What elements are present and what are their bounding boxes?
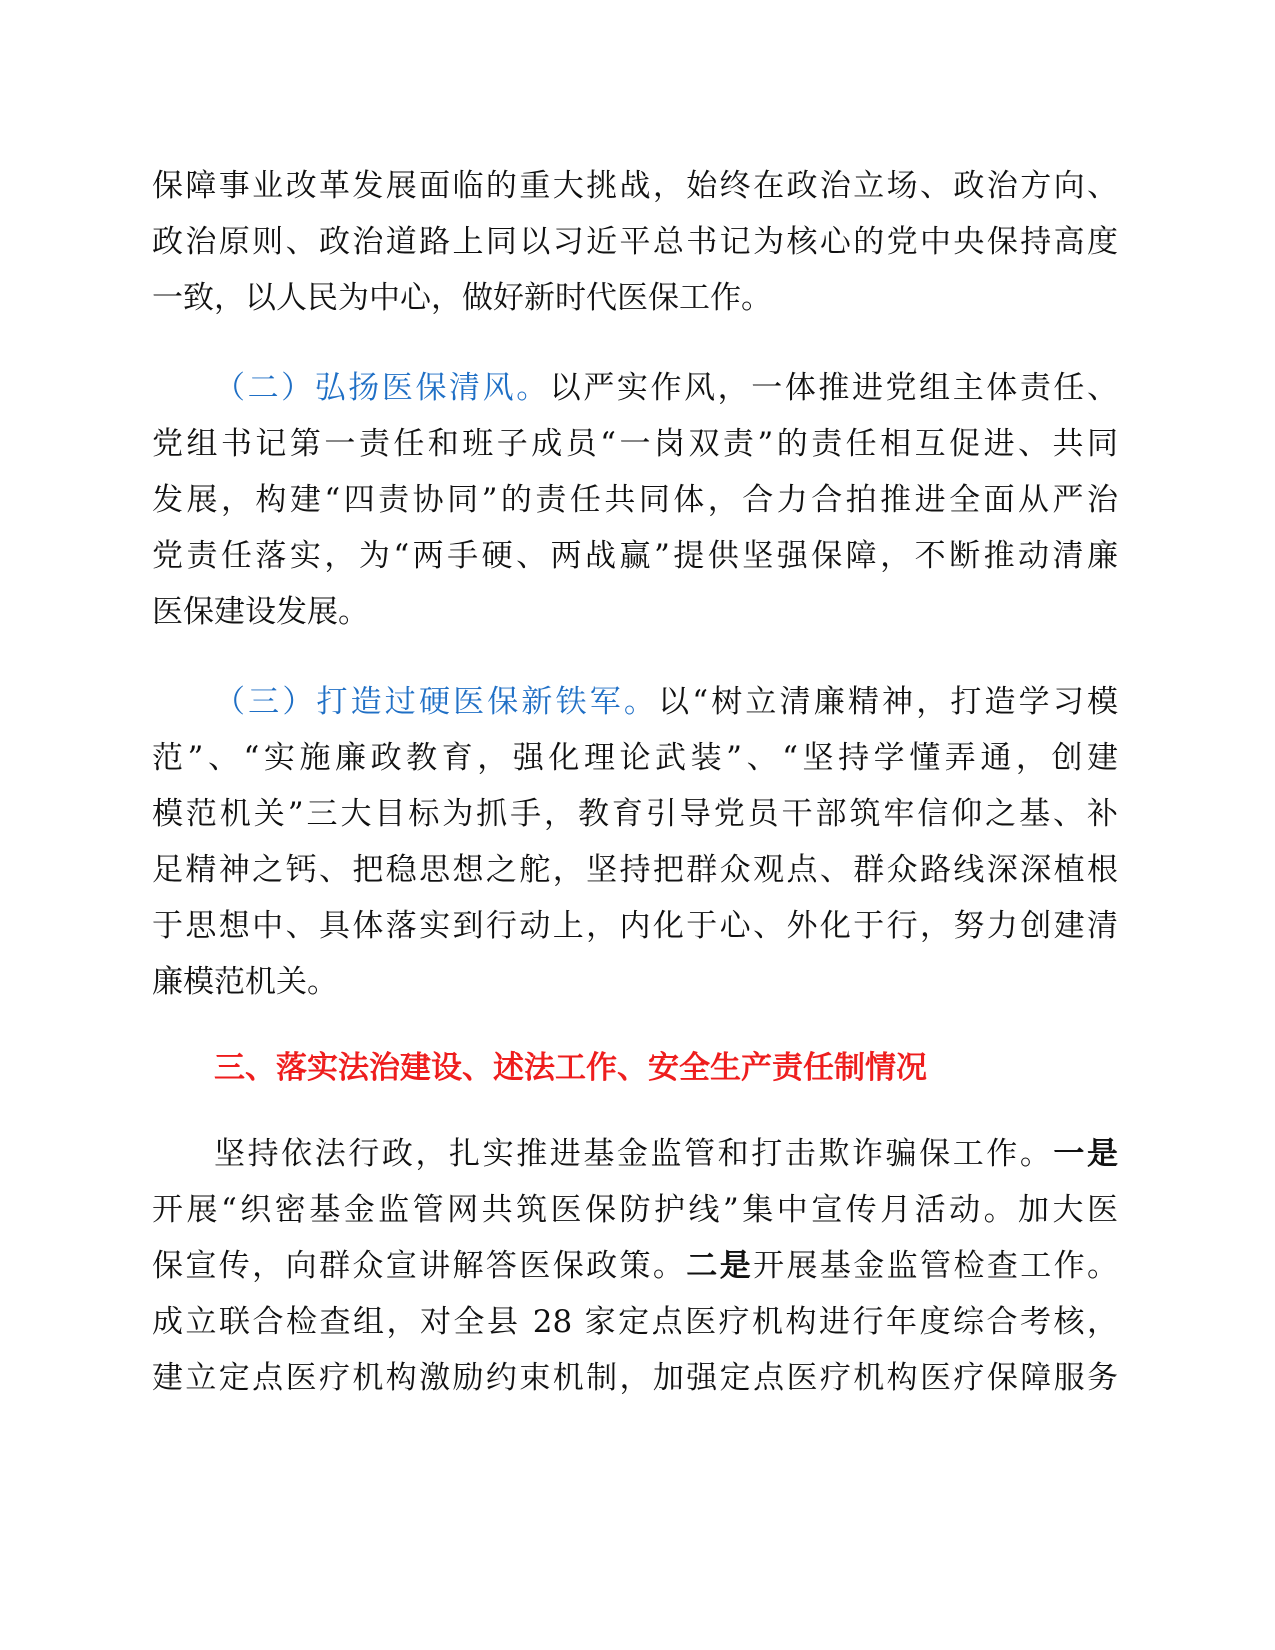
paragraph-line: 党责任落实，为“两手硬、两战赢”提供坚强保障，不断推动清廉 xyxy=(152,538,1118,574)
paragraph-line xyxy=(152,360,1118,416)
paragraph-line: 保障事业改革发展面临的重大挑战，始终在政治立场、政治方向、 xyxy=(152,168,1118,204)
paragraph-line xyxy=(152,674,1118,730)
paragraph-line: 足精神之钙、把稳思想之舵，坚持把群众观点、群众路线深深植根 xyxy=(152,852,1118,888)
paragraph-4 xyxy=(152,1126,1118,1406)
emphasis-first: 一是 xyxy=(1053,1136,1118,1172)
paragraph-line: 廉模范机关。 xyxy=(152,964,338,1000)
paragraph-line: 成立联合检查组，对全县 28 家定点医疗机构进行年度综合考核， xyxy=(152,1304,1118,1340)
paragraph-line: 医保建设发展。 xyxy=(152,594,369,630)
paragraph-line: 建立定点医疗机构激励约束机制，加强定点医疗机构医疗保障服务 xyxy=(152,1360,1118,1396)
paragraph-line: 开展“织密基金监管网共筑医保防护线”集中宣传月活动。加大医 xyxy=(152,1192,1118,1228)
paragraph-spacer xyxy=(152,1010,1118,1040)
document-body xyxy=(152,158,1118,1406)
paragraph-text: 坚持依法行政，扎实推进基金监管和打击欺诈骗保工作。 xyxy=(214,1136,1054,1172)
paragraph-text: 保宣传，向群众宣讲解答医保政策。 xyxy=(152,1248,687,1284)
paragraph-text: 以严实作风，一体推进党组主体责任、 xyxy=(549,370,1119,406)
paragraph-line: 模范机关”三大目标为抓手，教育引导党员干部筑牢信仰之基、补 xyxy=(152,796,1118,832)
paragraph-line xyxy=(152,1238,1118,1294)
paragraph-text: 开展基金监管检查工作。 xyxy=(753,1248,1119,1284)
paragraph-line: 于思想中、具体落实到行动上，内化于心、外化于行，努力创建清 xyxy=(152,908,1118,944)
emphasis-second: 二是 xyxy=(686,1248,754,1284)
paragraph-3 xyxy=(152,674,1118,1010)
paragraph-1 xyxy=(152,158,1118,326)
paragraph-line: 政治原则、政治道路上同以习近平总书记为核心的党中央保持高度 xyxy=(152,224,1118,260)
paragraph-line: 发展，构建“四责协同”的责任共同体，合力合拍推进全面从严治 xyxy=(152,482,1118,518)
paragraph-spacer xyxy=(152,640,1118,674)
paragraph-spacer xyxy=(152,1096,1118,1126)
subheading-iron-army: （三）打造过硬医保新铁军。 xyxy=(214,684,659,720)
paragraph-2 xyxy=(152,360,1118,640)
subheading-promote-clean-style: （二）弘扬医保清风。 xyxy=(214,370,550,406)
paragraph-spacer xyxy=(152,326,1118,360)
paragraph-text: 以“树立清廉精神，打造学习模 xyxy=(658,684,1118,720)
paragraph-line: 党组书记第一责任和班子成员“一岗双责”的责任相互促进、共同 xyxy=(152,426,1118,462)
paragraph-line xyxy=(152,1126,1118,1182)
paragraph-line: 一致，以人民为中心，做好新时代医保工作。 xyxy=(152,280,772,316)
paragraph-line: 范”、“实施廉政教育，强化理论武装”、“坚持学懂弄通，创建 xyxy=(152,740,1118,776)
section-heading-3: 三、落实法治建设、述法工作、安全生产责任制情况 xyxy=(214,1050,927,1086)
